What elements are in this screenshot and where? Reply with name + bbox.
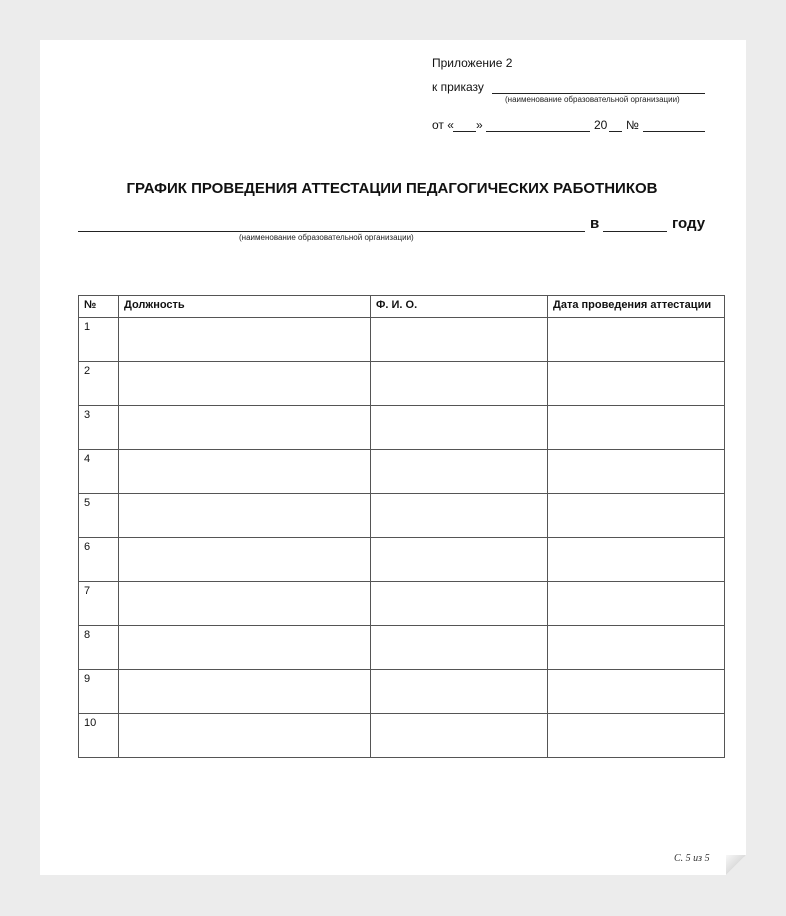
col-date-header: Дата проведения аттестации (548, 296, 725, 318)
fullname-cell[interactable] (371, 582, 548, 626)
year-line (609, 131, 622, 132)
date-from-label: от « (432, 118, 454, 132)
row-number: 9 (79, 670, 119, 714)
table-row (79, 626, 725, 670)
date-close-quote: » (476, 118, 483, 132)
month-line (486, 131, 590, 132)
col-position-header: Должность (119, 296, 371, 318)
position-cell[interactable] (119, 582, 371, 626)
fullname-cell[interactable] (371, 494, 548, 538)
table-row (79, 362, 725, 406)
date-cell[interactable] (548, 494, 725, 538)
fullname-cell[interactable] (371, 538, 548, 582)
appendix-label: Приложение 2 (432, 56, 513, 70)
date-cell[interactable] (548, 450, 725, 494)
table-row (79, 538, 725, 582)
col-number-header: № (79, 296, 119, 318)
attestation-schedule-table (78, 295, 725, 758)
row-number: 10 (79, 714, 119, 758)
page-corner-fold (726, 855, 746, 875)
row-number: 7 (79, 582, 119, 626)
page-title: ГРАФИК ПРОВЕДЕНИЯ АТТЕСТАЦИИ ПЕДАГОГИЧЕСКИХ РАБОТНИКОВ (126, 180, 658, 197)
table-row (79, 318, 725, 362)
date-cell[interactable] (548, 582, 725, 626)
fullname-cell[interactable] (371, 670, 548, 714)
year-word: году (672, 215, 706, 232)
position-cell[interactable] (119, 318, 371, 362)
row-number: 1 (79, 318, 119, 362)
table-row (79, 582, 725, 626)
fullname-cell[interactable] (371, 450, 548, 494)
table-row (79, 406, 725, 450)
year-prefix: 20 (594, 118, 608, 132)
in-word: в (590, 215, 600, 232)
date-cell[interactable] (548, 714, 725, 758)
col-fullname-header: Ф. И. О. (371, 296, 548, 318)
position-cell[interactable] (119, 494, 371, 538)
table-row (79, 670, 725, 714)
position-cell[interactable] (119, 714, 371, 758)
row-number: 6 (79, 538, 119, 582)
page-number: С. 5 из 5 (674, 853, 710, 864)
row-number: 8 (79, 626, 119, 670)
order-org-line (492, 93, 705, 94)
fullname-cell[interactable] (371, 714, 548, 758)
date-cell[interactable] (548, 670, 725, 714)
row-number: 2 (79, 362, 119, 406)
date-cell[interactable] (548, 626, 725, 670)
table-header-row (79, 296, 725, 318)
position-cell[interactable] (119, 670, 371, 714)
subtitle-org-hint: (наименование образовательной организации) (239, 233, 414, 242)
row-number: 3 (79, 406, 119, 450)
subtitle-year-line (603, 231, 667, 232)
date-cell[interactable] (548, 318, 725, 362)
number-sign: № (626, 118, 639, 132)
subtitle-org-line (78, 231, 585, 232)
fullname-cell[interactable] (371, 318, 548, 362)
date-cell[interactable] (548, 538, 725, 582)
table-row (79, 450, 725, 494)
row-number: 5 (79, 494, 119, 538)
document-page (40, 40, 746, 875)
position-cell[interactable] (119, 362, 371, 406)
position-cell[interactable] (119, 450, 371, 494)
table-row (79, 714, 725, 758)
date-cell[interactable] (548, 362, 725, 406)
position-cell[interactable] (119, 626, 371, 670)
position-cell[interactable] (119, 538, 371, 582)
table-row (79, 494, 725, 538)
fullname-cell[interactable] (371, 406, 548, 450)
fullname-cell[interactable] (371, 626, 548, 670)
number-line (643, 131, 705, 132)
row-number: 4 (79, 450, 119, 494)
date-cell[interactable] (548, 406, 725, 450)
position-cell[interactable] (119, 406, 371, 450)
day-line (453, 131, 476, 132)
fullname-cell[interactable] (371, 362, 548, 406)
order-org-hint: (наименование образовательной организации) (505, 95, 680, 104)
order-prefix: к приказу (432, 80, 484, 94)
